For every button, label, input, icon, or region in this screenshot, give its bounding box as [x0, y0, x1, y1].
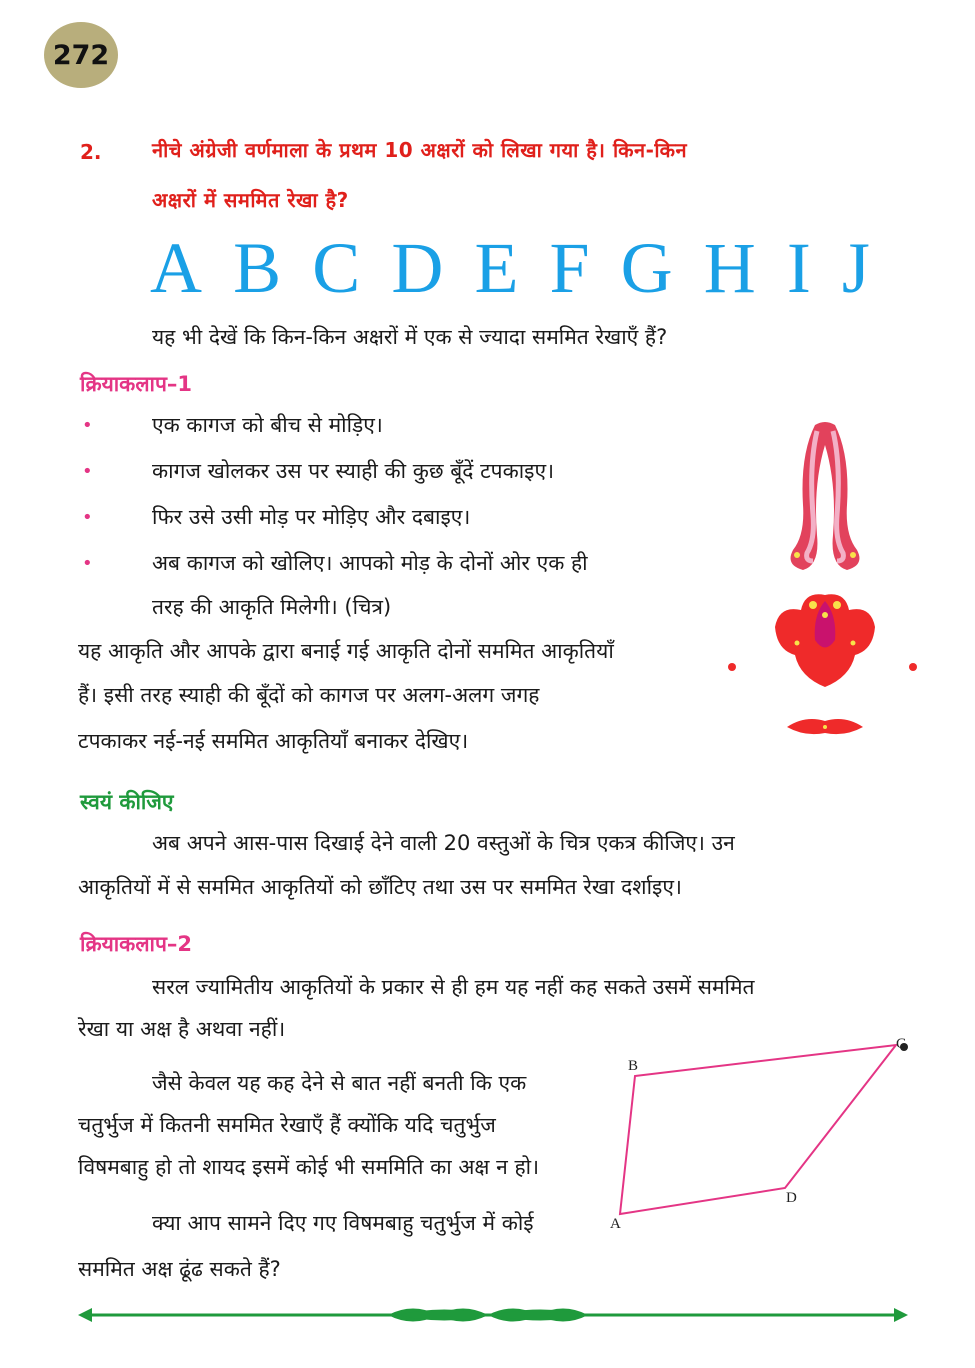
vertex-label-c: C: [896, 1036, 907, 1052]
activity1-bullet: कागज खोलकर उस पर स्याही की कुछ बूँदें टपकाइए।: [152, 459, 555, 483]
question-line-1: नीचे अंग्रेजी वर्णमाला के प्रथम 10 अक्षरों को लिखा गया है। किन-किन: [152, 138, 688, 162]
activity1-bullet: अब कागज को खोलिए। आपको मोड़ के दोनों ओर एक ही: [152, 551, 588, 575]
ink-blot-middle-icon: [728, 594, 917, 687]
activity1-para-line: टपकाकर नई-नई सममित आकृतियाँ बनाकर देखिए।: [78, 729, 469, 753]
activity2-para3-line: क्या आप सामने दिए गए विषमबाहु चतुर्भुज में कोई: [152, 1211, 534, 1235]
bullet-icon: •: [82, 553, 93, 574]
ink-blot-illustration: [725, 415, 925, 745]
letter: J: [841, 228, 870, 308]
letter: E: [474, 228, 519, 308]
activity1-bullet: एक कागज को बीच से मोड़िए।: [152, 413, 383, 437]
activity2-heading: क्रियाकलाप–2: [80, 932, 193, 956]
letter: A: [150, 228, 202, 308]
bullet-icon: •: [82, 507, 93, 528]
try-yourself-line: आकृतियों में से सममित आकृतियों को छाँटिए तथा उस पर सममित रेखा दर्शाइए।: [78, 875, 682, 899]
activity2-para2-line: जैसे केवल यह कह देने से बात नहीं बनती कि एक: [152, 1071, 527, 1095]
try-yourself-heading: स्वयं कीजिए: [80, 790, 174, 814]
vertex-label-a: A: [610, 1216, 621, 1232]
page-number: 272: [52, 39, 110, 71]
also-see-text: यह भी देखें कि किन-किन अक्षरों में एक से ज्यादा सममित रेखाएँ हैं?: [152, 325, 668, 349]
activity1-heading: क्रियाकलाप–1: [80, 372, 193, 396]
activity1-para-line: यह आकृति और आपके द्वारा बनाई गई आकृति दोनों सममित आकृतियाँ: [78, 639, 614, 663]
activity2-line: रेखा या अक्ष है अथवा नहीं।: [78, 1017, 286, 1041]
try-yourself-line: अब अपने आस-पास दिखाई देने वाली 20 वस्तुओं के चित्र एकत्र कीजिए। उन: [152, 831, 735, 855]
alphabet-letters: [150, 228, 870, 308]
bullet-icon: •: [82, 461, 93, 482]
activity2-para3-line: सममित अक्ष ढूंढ सकते हैं?: [78, 1257, 281, 1281]
activity1-bullet: फिर उसे उसी मोड़ पर मोड़िए और दबाइए।: [152, 505, 471, 529]
vertex-label-d: D: [786, 1190, 797, 1206]
activity2-para2-line: विषमबाहु हो तो शायद इसमें कोई भी सममिति का अक्ष न हो।: [78, 1155, 540, 1179]
letter: C: [312, 228, 361, 308]
letter: F: [549, 228, 590, 308]
bullet-icon: •: [82, 415, 93, 436]
activity1-para-line: हैं। इसी तरह स्याही की बूँदों को कागज पर अलग-अलग जगह: [78, 683, 540, 707]
letter: B: [233, 228, 282, 308]
scalene-quadrilateral-diagram: [600, 1030, 930, 1245]
question-number: 2.: [80, 140, 102, 164]
decorative-divider: [78, 1300, 908, 1330]
page-number-badge: [44, 22, 118, 88]
letter: I: [786, 228, 811, 308]
activity2-para2-line: चतुर्भुज में कितनी सममित रेखाएँ हैं क्योंकि यदि चतुर्भुज: [78, 1113, 496, 1137]
ink-blot-bottom-icon: [787, 719, 863, 734]
letter: G: [620, 228, 673, 308]
letter: D: [391, 228, 444, 308]
letter: H: [703, 228, 756, 308]
activity2-line: सरल ज्यामितीय आकृतियों के प्रकार से ही हम यह नहीं कह सकते उसमें सममित: [152, 975, 755, 999]
question-line-2: अक्षरों में सममित रेखा है?: [152, 188, 349, 212]
vertex-label-b: B: [628, 1058, 639, 1074]
ink-blot-top-icon: [791, 422, 860, 570]
quadrilateral-shape: [620, 1045, 896, 1214]
activity1-bullet-continuation: तरह की आकृति मिलेगी। (चित्र): [152, 595, 392, 619]
